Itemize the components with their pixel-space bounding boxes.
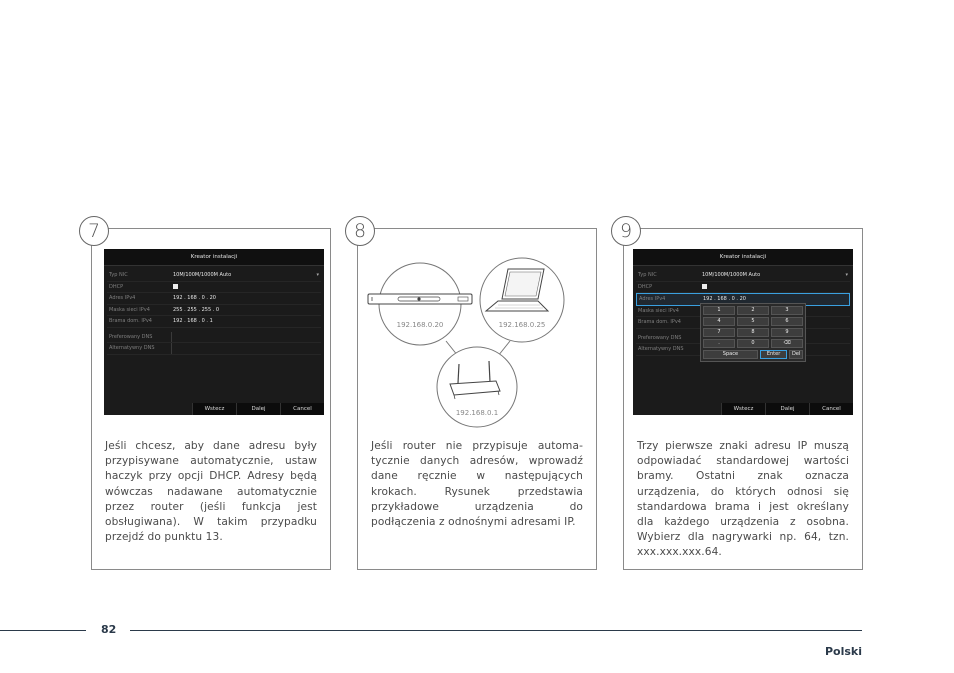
back-button: Wstecz [721, 403, 765, 415]
router-ip-label: 192.168.0.1 [455, 409, 499, 417]
keypad-key: 6 [771, 317, 803, 326]
step-description: Jeśli chcesz, aby dane adresu były przypisywane automatycznie, ustaw haczyk przy opcji DHCP. Adresy będą wówczas nadawane automatycznie przez router (jeśli funkcja jest obsługiwana). W takim przypadku przejdź do punktu 13. [105, 440, 317, 544]
dropdown-arrow-icon: ▾ [316, 272, 319, 278]
keypad-enter-key: Enter [760, 350, 787, 359]
wizard-row: Maska sieci IPv4 [636, 306, 850, 318]
wizard-row: DHCP [107, 282, 321, 294]
wizard-row: Alternatywny DNS [107, 343, 321, 355]
step-panel-8 [353, 220, 597, 570]
wizard-row: Brama dom. IPv4 192 . 168 . 0 . 1 [107, 316, 321, 328]
step-number-badge: 7 [79, 216, 109, 246]
dhcp-checkbox-icon [702, 284, 707, 289]
step-description: Trzy pierwsze znaki adresu IP muszą odpowiadać standardowej wartości bramy. Ostatni znak oznacza urządzenia, do których odnosi się standardowa brama i jest określany dla każdego urządzenia z osobna. Wybierz dla nagrywarki np. 64, tzn. xxx.xxx.xxx.64. [637, 440, 849, 559]
keypad-key: 1 [703, 306, 735, 315]
wizard-row: Adres IPv4 192 . 168 . 0 . 20 [107, 293, 321, 305]
wizard-row: Typ NIC 10M/100M/1000M Auto ▾ [636, 270, 850, 282]
dropdown-arrow-icon: ▾ [845, 272, 848, 278]
setup-wizard-screenshot [633, 249, 853, 415]
laptop-ip-label: 192.168.0.25 [498, 321, 546, 329]
wizard-row: Alternatywny DNS [636, 344, 850, 356]
keypad-key: 0 [737, 339, 769, 348]
cancel-button: Cancel [809, 403, 853, 415]
wizard-row-active: Adres IPv4 192 . 168 . 0 . 20 [636, 293, 850, 306]
dhcp-checkbox-icon [173, 284, 178, 289]
step-panel-9 [619, 220, 863, 570]
network-diagram [358, 241, 598, 441]
keypad-key: . [703, 339, 735, 348]
wizard-row: Maska sieci IPv4 255 . 255 . 255 . 0 [107, 305, 321, 317]
laptop-node [480, 258, 564, 342]
language-label: Polski [824, 645, 862, 658]
router-node [437, 347, 517, 427]
wizard-row: Typ NIC 10M/100M/1000M Auto ▾ [107, 270, 321, 282]
recorder-node [368, 263, 472, 345]
keypad-key: 2 [737, 306, 769, 315]
recorder-icon [368, 294, 472, 304]
wizard-title: Kreator instalacji [633, 249, 853, 266]
next-button: Dalej [236, 403, 280, 415]
step-number-badge: 8 [345, 216, 375, 246]
wizard-row: Preferowany DNS [107, 332, 321, 344]
keypad-del-key: Del [789, 350, 803, 359]
wizard-buttons [192, 403, 324, 415]
keypad-space-key: Space [703, 350, 758, 359]
wizard-buttons [721, 403, 853, 415]
step-panel-7 [87, 220, 331, 570]
recorder-ip-label: 192.168.0.20 [396, 321, 444, 329]
keypad-key: 8 [737, 328, 769, 337]
page-number: 82 [101, 623, 117, 636]
wizard-title: Kreator instalacji [104, 249, 324, 266]
footer-rule [0, 630, 86, 631]
keypad-backspace-icon: ⌫ [771, 339, 803, 348]
keypad-key: 9 [771, 328, 803, 337]
wizard-row: DHCP [636, 282, 850, 294]
next-button: Dalej [765, 403, 809, 415]
wizard-row: Preferowany DNS [636, 333, 850, 345]
keypad-key: 3 [771, 306, 803, 315]
cancel-button: Cancel [280, 403, 324, 415]
setup-wizard-screenshot [104, 249, 324, 415]
keypad-key: 7 [703, 328, 735, 337]
footer-rule [130, 630, 862, 631]
keypad-key: 4 [703, 317, 735, 326]
step-description: Jeśli router nie przypisuje automa-tycznie danych adresów, wprowadź dane ręcznie w następujących krokach. Rysunek przedstawia przykładowe urządzenia do podłączenia z odnośnymi adresami IP. [371, 440, 583, 529]
step-number-badge: 9 [611, 216, 641, 246]
keypad-key: 5 [737, 317, 769, 326]
back-button: Wstecz [192, 403, 236, 415]
wizard-row: Brama dom. IPv4 [636, 317, 850, 329]
virtual-keypad [700, 303, 806, 362]
